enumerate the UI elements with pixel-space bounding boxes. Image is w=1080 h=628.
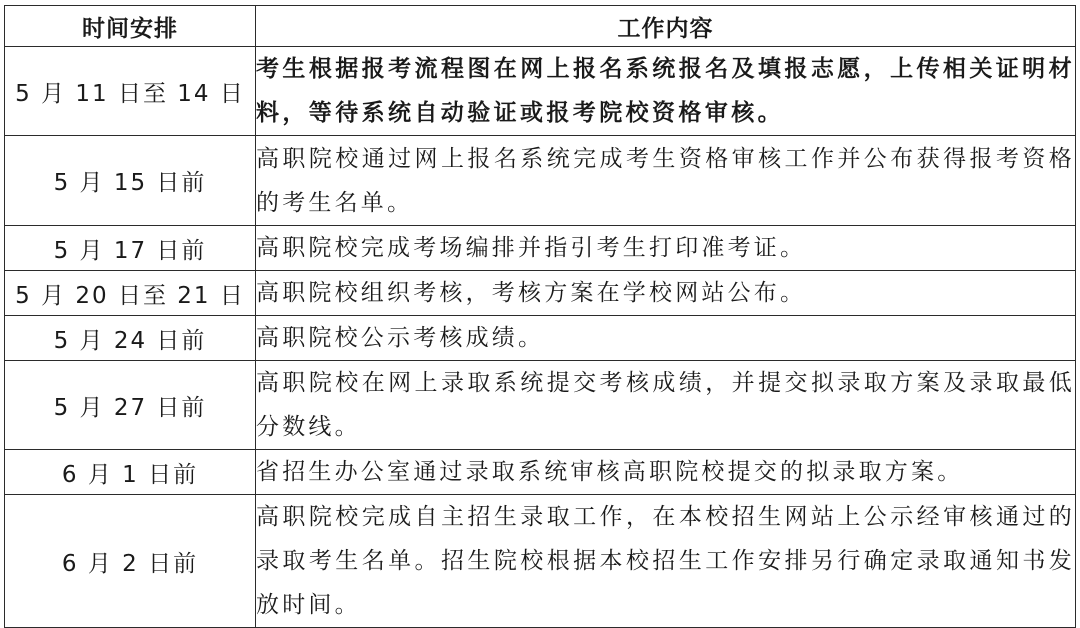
table-row [5,495,1076,628]
time-cell: 5 月 20 日至 21 日 [5,271,256,316]
work-cell: 高职院校在网上录取系统提交考核成绩，并提交拟录取方案及录取最低分数线。 [256,361,1076,450]
work-cell: 高职院校组织考核，考核方案在学校网站公布。 [256,271,1076,316]
time-cell: 5 月 24 日前 [5,316,256,361]
table-row [5,136,1076,226]
table-row [5,271,1076,316]
header-work: 工作内容 [256,6,1076,47]
work-cell: 省招生办公室通过录取系统审核高职院校提交的拟录取方案。 [256,450,1076,495]
time-cell: 6 月 2 日前 [5,495,256,628]
header-time: 时间安排 [5,6,256,47]
table-row [5,47,1076,136]
table-header-row [5,6,1076,47]
time-cell: 5 月 15 日前 [5,136,256,226]
time-cell: 5 月 17 日前 [5,226,256,271]
table-row [5,450,1076,495]
work-cell: 考生根据报考流程图在网上报名系统报名及填报志愿，上传相关证明材料，等待系统自动验证或报考院校资格审核。 [256,47,1076,136]
work-cell: 高职院校通过网上报名系统完成考生资格审核工作并公布获得报考资格的考生名单。 [256,136,1076,226]
table-row [5,226,1076,271]
schedule-table [4,5,1076,628]
work-cell: 高职院校完成考场编排并指引考生打印准考证。 [256,226,1076,271]
time-cell: 6 月 1 日前 [5,450,256,495]
time-cell: 5 月 27 日前 [5,361,256,450]
work-cell: 高职院校公示考核成绩。 [256,316,1076,361]
table-row [5,361,1076,450]
table-row [5,316,1076,361]
time-cell: 5 月 11 日至 14 日 [5,47,256,136]
work-cell: 高职院校完成自主招生录取工作，在本校招生网站上公示经审核通过的录取考生名单。招生院校根据本校招生工作安排另行确定录取通知书发放时间。 [256,495,1076,628]
